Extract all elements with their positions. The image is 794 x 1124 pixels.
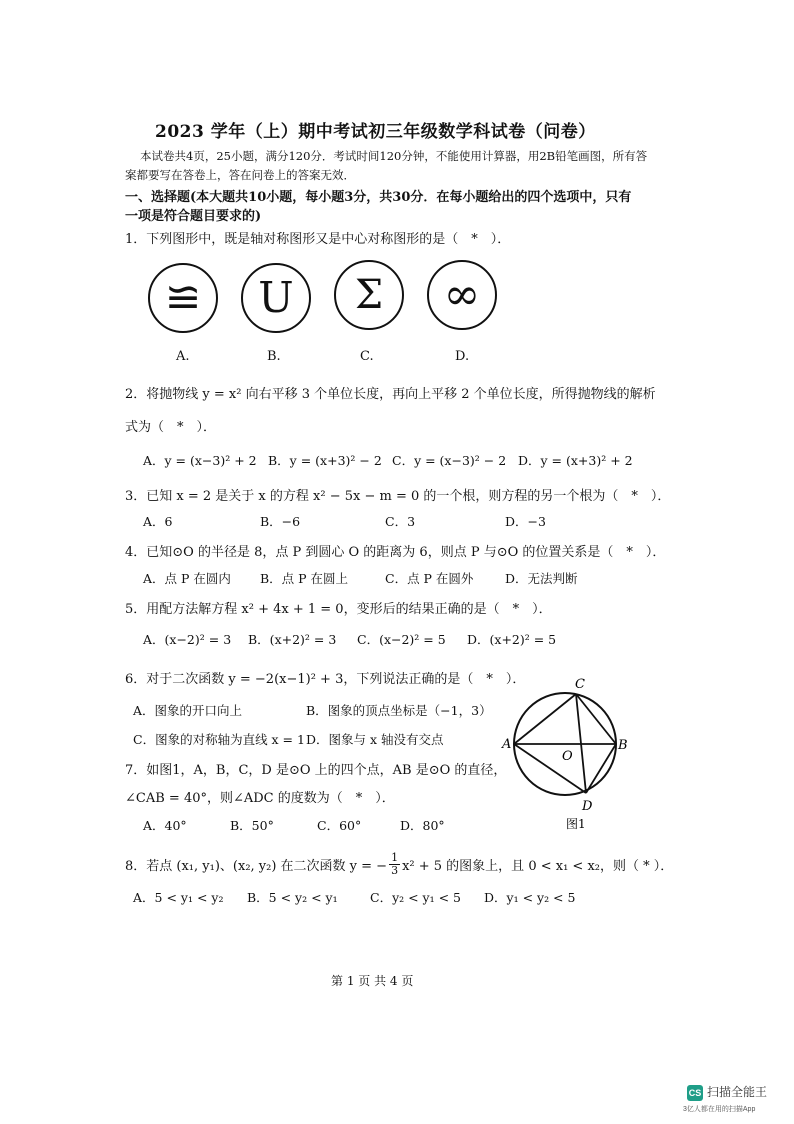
question-stem: 6．对于二次函数 y = −2(x−1)² + 3，下列说法正确的是（ * ）． bbox=[125, 672, 526, 687]
option: B．5 < y₂ < y₁ bbox=[247, 890, 338, 905]
option: B．−6 bbox=[260, 514, 301, 529]
option: C．y = (x−3)² − 2 bbox=[392, 453, 507, 468]
fraction bbox=[389, 852, 400, 877]
page-title: 2023 学年（上）期中考试初三年级数学科试卷（问卷） bbox=[155, 122, 596, 142]
option-label: D. bbox=[455, 349, 470, 364]
option: D．图象与 x 轴没有交点 bbox=[306, 732, 444, 747]
option: D．(x+2)² = 5 bbox=[467, 632, 557, 647]
option: A．6 bbox=[143, 514, 173, 529]
point-label-b: B bbox=[618, 738, 628, 753]
stem-part: x² + 5 的图象上，且 0 < x₁ < x₂，则（ * ）． bbox=[402, 859, 674, 875]
chord-db bbox=[586, 744, 616, 793]
option: A．40° bbox=[143, 818, 187, 833]
section-heading: 一、选择题(本大题共10小题，每小题3分，共30分．在每小题给出的四个选项中，只有 bbox=[125, 190, 632, 205]
option: B．50° bbox=[230, 818, 274, 833]
question-stem: 7．如图1，A，B，C，D 是⊙O 上的四个点，AB 是⊙O 的直径， bbox=[125, 763, 507, 778]
option: C．点 P 在圆外 bbox=[385, 571, 474, 586]
option: D．无法判断 bbox=[505, 571, 578, 586]
question-stem bbox=[125, 852, 673, 877]
question-stem: 2．将抛物线 y = x² 向右平移 3 个单位长度，再向上平移 2 个单位长度，所得抛物线的解析 bbox=[125, 387, 656, 402]
option: C．60° bbox=[317, 818, 362, 833]
option: B．图象的顶点坐标是（−1，3） bbox=[306, 703, 492, 718]
figure-caption: 图1 bbox=[566, 817, 586, 831]
figure-circle-diagram bbox=[500, 672, 640, 832]
question-stem: 5．用配方法解方程 x² + 4x + 1 = 0，变形后的结果正确的是（ * ）． bbox=[125, 602, 552, 617]
question-stem: 4．已知⊙O 的半径是 8，点 P 到圆心 O 的距离为 6，则点 P 与⊙O 的位置关系是（ * ）． bbox=[125, 545, 666, 560]
option: C．(x−2)² = 5 bbox=[357, 632, 446, 647]
point-label-a: A bbox=[502, 737, 512, 752]
fraction-denominator: 3 bbox=[391, 864, 399, 878]
option-label: A. bbox=[176, 349, 190, 364]
question-stem: 3．已知 x = 2 是关于 x 的方程 x² − 5x − m = 0 的一个根，则方程的另一个根为（ * ）． bbox=[125, 489, 671, 504]
option: B．y = (x+3)² − 2 bbox=[268, 453, 382, 468]
option: C．y₂ < y₁ < 5 bbox=[370, 890, 462, 905]
stem-part: 8．若点 (x₁, y₁)、(x₂, y₂) 在二次函数 y = − bbox=[125, 859, 388, 875]
sigma-icon: Σ bbox=[354, 272, 384, 318]
infinity-icon: ∞ bbox=[443, 269, 481, 320]
page-number: 第 1 页 共 4 页 bbox=[331, 974, 414, 988]
option-figure-b bbox=[241, 263, 311, 333]
question-stem: 1．下列图形中，既是轴对称图形又是中心对称图形的是（ * ）． bbox=[125, 232, 511, 247]
letter-u-icon: U bbox=[258, 273, 294, 322]
option: A．(x−2)² = 3 bbox=[143, 632, 232, 647]
intro-line: 本试卷共4页，25小题，满分120分．考试时间120分钟，不能使用计算器，用2B铅笔画图，所有答 bbox=[140, 149, 648, 163]
question-stem: 式为（ * ）． bbox=[125, 420, 217, 435]
option: A．y = (x−3)² + 2 bbox=[143, 453, 257, 468]
option: D．−3 bbox=[505, 514, 546, 529]
watermark-brand: 扫描全能王 bbox=[707, 1085, 768, 1099]
option: B．点 P 在圆上 bbox=[260, 571, 349, 586]
fraction-numerator: 1 bbox=[391, 851, 399, 864]
option: D．80° bbox=[400, 818, 445, 833]
option: A．图象的开口向上 bbox=[133, 703, 243, 718]
point-label-d: D bbox=[582, 799, 593, 814]
camscanner-logo-icon: CS bbox=[687, 1085, 703, 1101]
chord-ac bbox=[514, 694, 576, 744]
option: B．(x+2)² = 3 bbox=[248, 632, 337, 647]
option: D．y₁ < y₂ < 5 bbox=[484, 890, 576, 905]
option-label: B. bbox=[267, 349, 281, 364]
question-stem: ∠CAB = 40°，则∠ADC 的度数为（ * ）． bbox=[125, 791, 395, 806]
option: D．y = (x+3)² + 2 bbox=[518, 453, 633, 468]
watermark-tagline: 3亿人都在用的扫描App bbox=[683, 1106, 756, 1113]
option-figure-d bbox=[427, 260, 497, 330]
intro-line: 案都要写在答卷上，答在问卷上的答案无效． bbox=[125, 168, 355, 182]
option: A．点 P 在圆内 bbox=[143, 571, 231, 586]
option: C．3 bbox=[385, 514, 416, 529]
congruent-symbol-icon: ≌ bbox=[164, 272, 202, 323]
option-figure-c bbox=[334, 260, 404, 330]
section-heading: 一项是符合题目要求的) bbox=[125, 209, 262, 224]
option: C．图象的对称轴为直线 x = 1 bbox=[133, 732, 305, 747]
option-label: C. bbox=[360, 349, 374, 364]
point-label-o: O bbox=[562, 749, 573, 764]
chord-ad bbox=[514, 744, 586, 793]
point-label-c: C bbox=[575, 677, 585, 692]
option-figure-a bbox=[148, 263, 218, 333]
option: A．5 < y₁ < y₂ bbox=[133, 890, 224, 905]
